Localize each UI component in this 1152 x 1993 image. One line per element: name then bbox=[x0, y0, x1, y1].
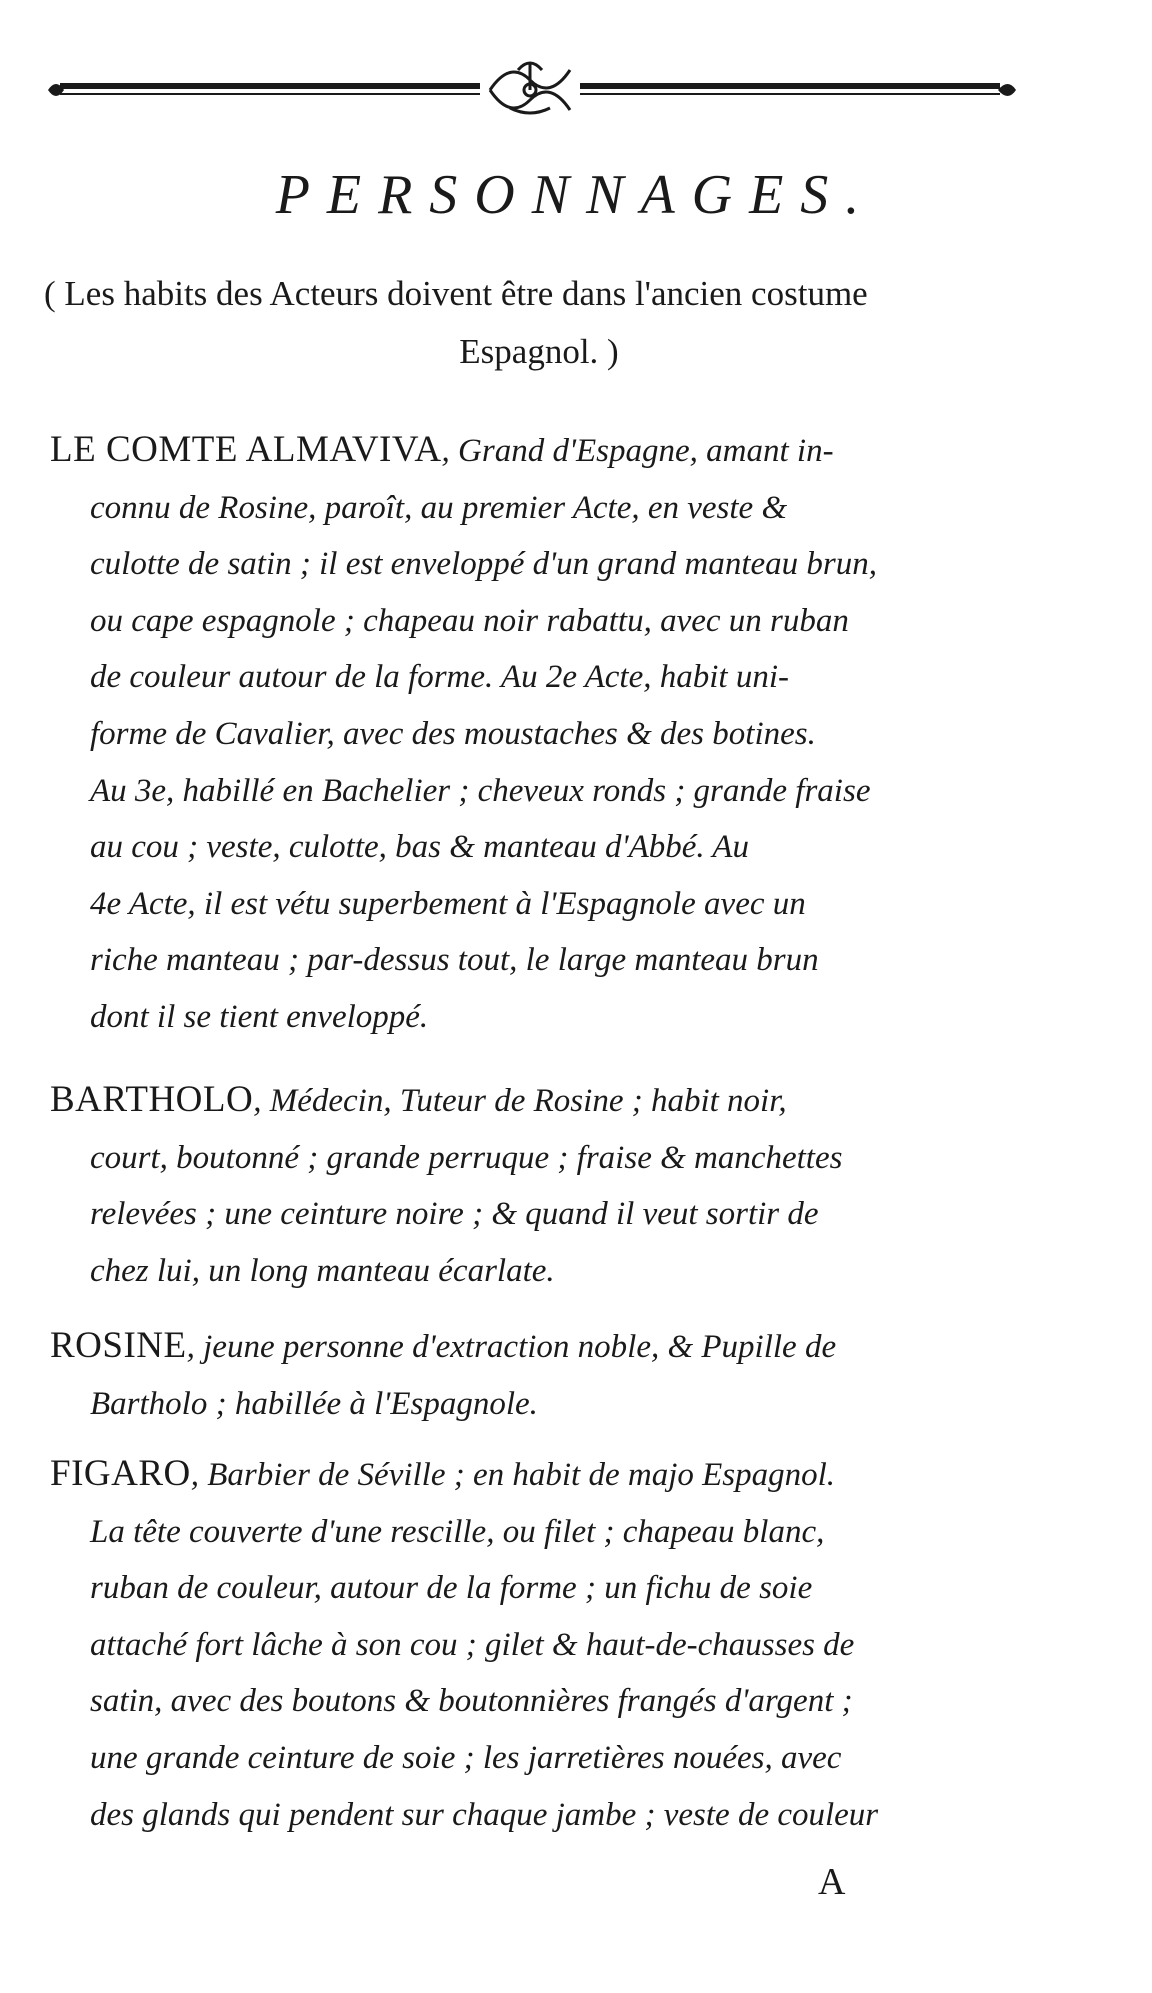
text-line: culotte de satin ; il est enveloppé d'un grand manteau brun, bbox=[90, 546, 878, 583]
character-name: ROSINE bbox=[50, 1325, 187, 1366]
text-line: Bartholo ; habillée à l'Espagnole. bbox=[90, 1385, 538, 1422]
text-line: au cou ; veste, culotte, bas & manteau d'Abbé. Au bbox=[90, 829, 749, 866]
text-line: 4e Acte, il est vétu superbement à l'Espagnole avec un bbox=[90, 885, 806, 922]
character-description: , Médecin, Tuteur de Rosine ; habit noir, bbox=[253, 1083, 787, 1119]
text-line: forme de Cavalier, avec des moustaches & des botines. bbox=[90, 715, 816, 752]
character-entry-bartholo bbox=[50, 1072, 1030, 1299]
character-entry-figaro bbox=[50, 1446, 1030, 1843]
text-line: une grande ceinture de soie ; les jarretières nouées, avec bbox=[90, 1739, 842, 1776]
page-title: PERSONNAGES. bbox=[275, 164, 877, 226]
text-line: ou cape espagnole ; chapeau noir rabattu, avec un ruban bbox=[90, 602, 849, 639]
text-line: chez lui, un long manteau écarlate. bbox=[90, 1252, 555, 1289]
character-name: FIGARO bbox=[50, 1453, 191, 1494]
ornament-header bbox=[40, 50, 1020, 120]
text-line: ruban de couleur, autour de la forme ; un fichu de soie bbox=[90, 1570, 813, 1607]
costume-note-line-2: Espagnol. ) bbox=[459, 332, 619, 371]
character-description: , jeune personne d'extraction noble, & Pupille de bbox=[186, 1329, 837, 1365]
text-line: dont il se tient enveloppé. bbox=[90, 998, 429, 1035]
text-line: des glands qui pendent sur chaque jambe ; veste de couleur bbox=[90, 1796, 879, 1833]
text-line: riche manteau ; par-dessus tout, le large manteau brun bbox=[90, 942, 819, 979]
character-entry-almaviva bbox=[50, 422, 1030, 1046]
text-line: attaché fort lâche à son cou ; gilet & haut-de-chausses de bbox=[90, 1626, 855, 1663]
signature-mark: A bbox=[818, 1861, 846, 1903]
text-line: relevées ; une ceinture noire ; & quand il veut sortir de bbox=[90, 1196, 819, 1233]
text-line: Au 3e, habillé en Bachelier ; cheveux ronds ; grande fraise bbox=[90, 772, 871, 809]
text-line: connu de Rosine, paroît, au premier Acte, en veste & bbox=[90, 489, 788, 526]
costume-note bbox=[44, 268, 1034, 378]
character-entry-rosine bbox=[50, 1318, 1030, 1432]
character-name: BARTHOLO bbox=[50, 1079, 254, 1120]
text-line: court, boutonné ; grande perruque ; fraise & manchettes bbox=[90, 1139, 843, 1176]
costume-note-line-1: ( Les habits des Acteurs doivent être dans l'ancien costume bbox=[44, 274, 868, 313]
character-description: , Grand d'Espagne, amant in- bbox=[441, 433, 834, 469]
character-name: LE COMTE ALMAVIVA bbox=[50, 429, 442, 470]
character-description: , Barbier de Séville ; en habit de majo Espagnol. bbox=[190, 1457, 836, 1493]
text-line: La tête couverte d'une rescille, ou filet ; chapeau blanc, bbox=[90, 1513, 825, 1550]
text-line: satin, avec des boutons & boutonnières frangés d'argent ; bbox=[90, 1683, 853, 1720]
text-line: de couleur autour de la forme. Au 2e Acte, habit uni- bbox=[90, 659, 789, 696]
